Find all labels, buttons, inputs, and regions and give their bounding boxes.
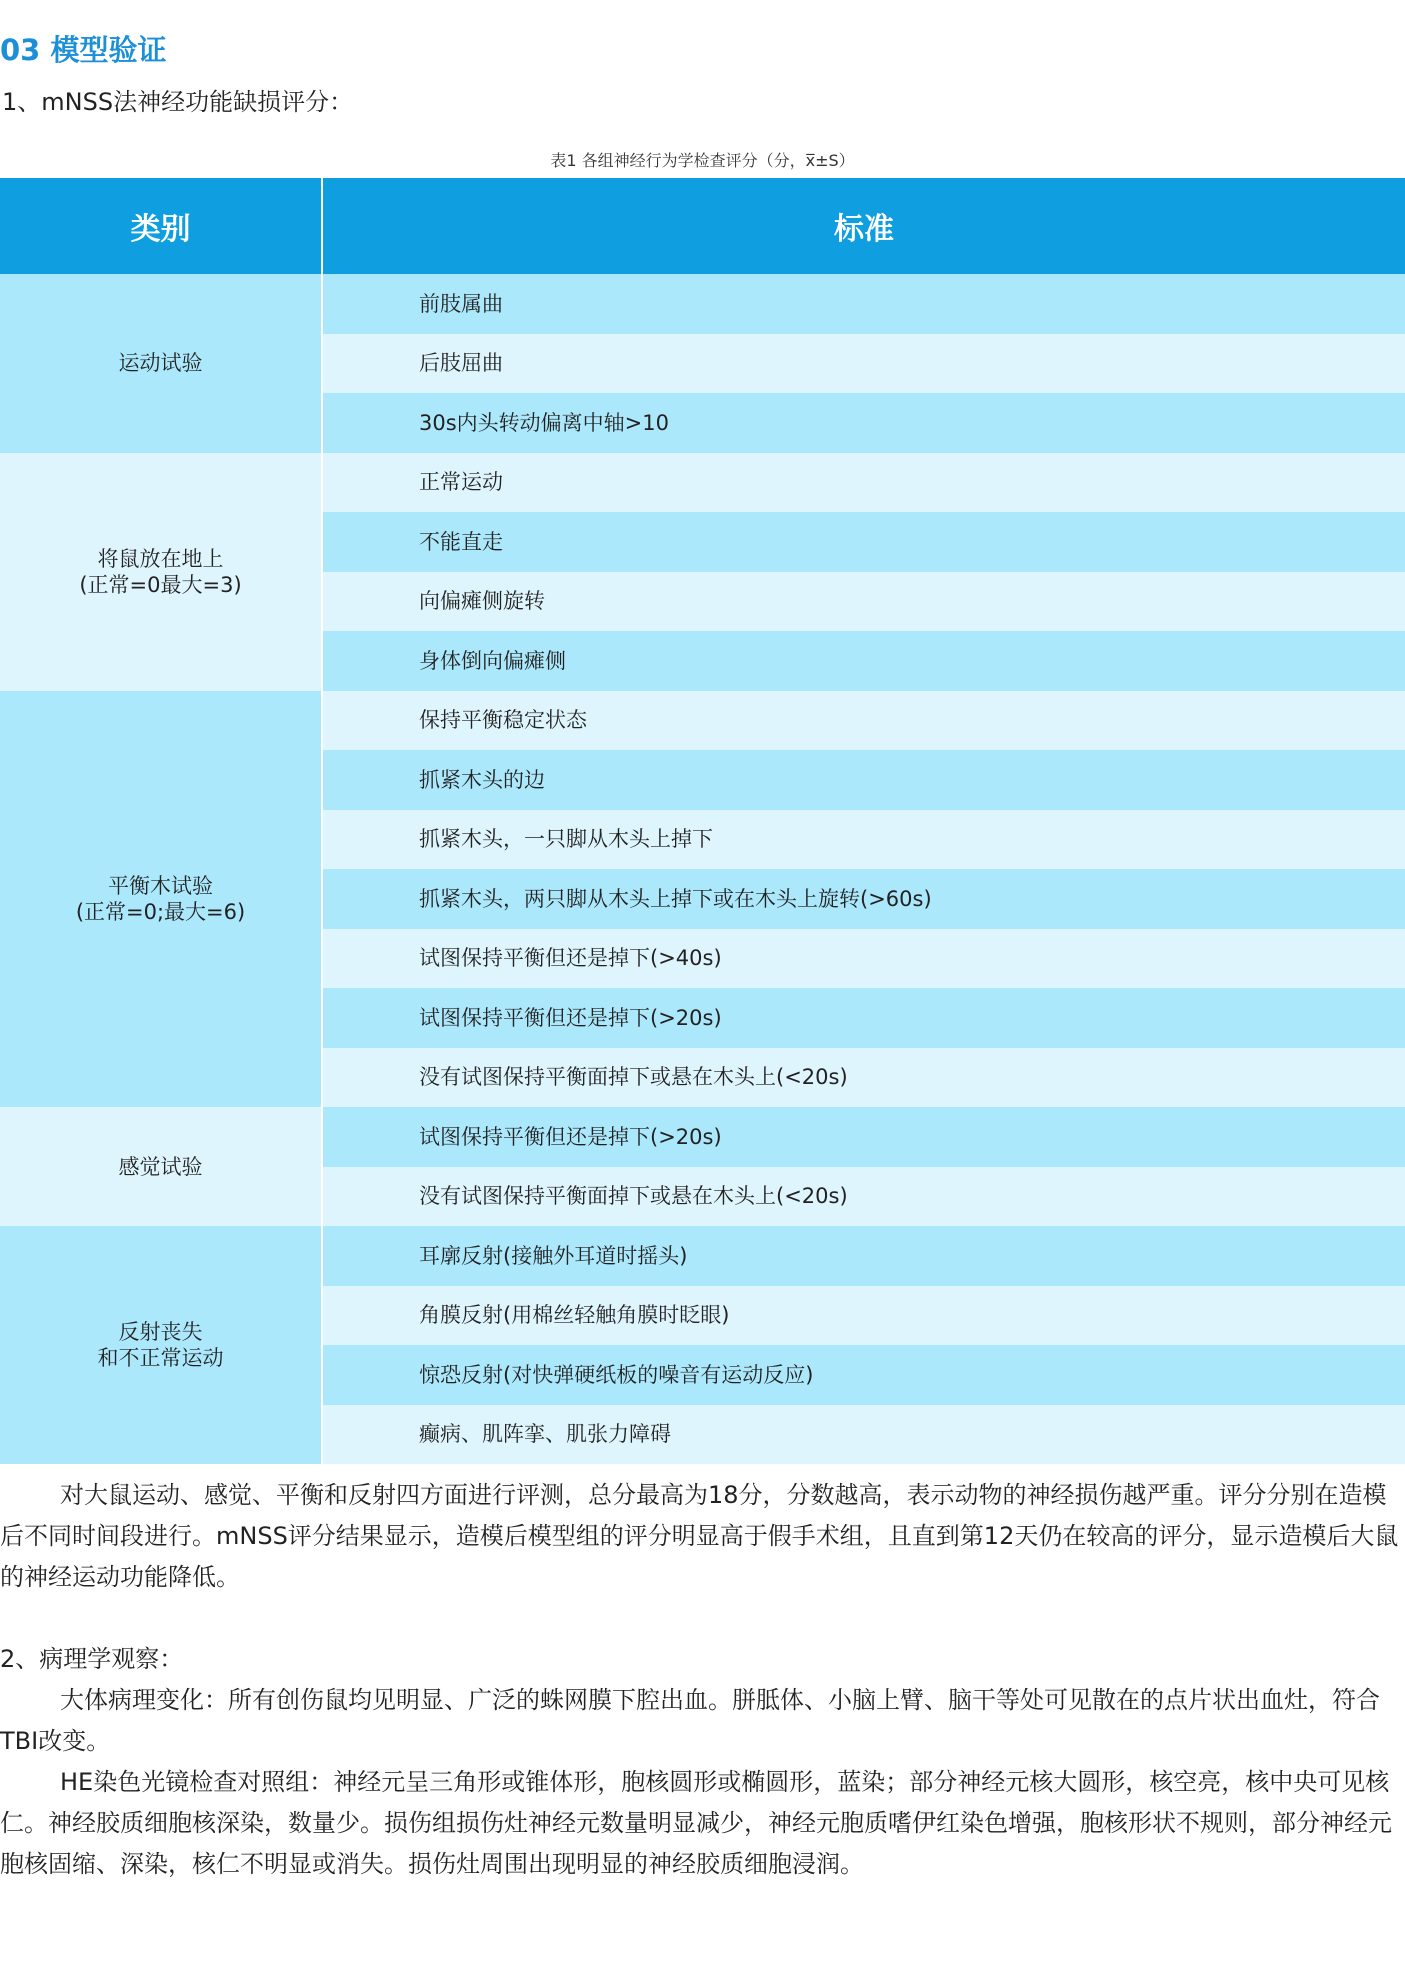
category-label: (正常=0;最大=6) [75,899,246,924]
standard-cell: 正常运动 [322,453,1405,513]
body-text [0,1475,1405,1885]
section-title: 03 模型验证 [0,33,167,67]
standard-cell: 前肢属曲 [322,274,1405,334]
category-label: 反射丧失 [118,1320,203,1344]
column-header-standard: 标准 [322,178,1405,274]
standard-cell: 角膜反射(用棉丝轻触角膜时眨眼) [322,1286,1405,1346]
category-cell [0,453,322,691]
standard-cell: 向偏瘫侧旋转 [322,572,1405,632]
table-header-row [0,178,1405,274]
standard-cell: 抓紧木头的边 [322,750,1405,810]
standard-cell: 没有试图保持平衡面掉下或悬在木头上(<20s) [322,1167,1405,1227]
mnss-heading: 1、mNSS法神经功能缺损评分： [2,88,354,116]
gross-pathology-paragraph: 大体病理变化：所有创伤鼠均见明显、广泛的蛛网膜下腔出血。胼胝体、小脑上臂、脑干等处可见散在的点片状出血灶，符合TBI改变。 [0,1686,1380,1755]
category-label: 和不正常运动 [97,1346,224,1370]
category-cell [0,1226,322,1464]
pathology-heading: 2、病理学观察： [0,1645,184,1673]
standard-cell: 耳廓反射(接触外耳道时摇头) [322,1226,1405,1286]
standard-cell: 试图保持平衡但还是掉下(>20s) [322,1107,1405,1167]
table-row [0,691,1405,751]
category-cell [0,1107,322,1226]
category-label: 平衡木试验 [108,873,213,898]
standard-cell: 癫病、肌阵挛、肌张力障碍 [322,1405,1405,1465]
category-label: (正常=0最大=3) [79,572,242,597]
category-cell [0,274,322,453]
table-row [0,453,1405,513]
standard-cell: 不能直走 [322,512,1405,572]
table-row [0,1107,1405,1167]
mnss-table [0,178,1405,1464]
table-row [0,274,1405,334]
table-body [0,274,1405,1464]
he-staining-paragraph: HE染色光镜检查对照组：神经元呈三角形或锥体形，胞核圆形或椭圆形，蓝染；部分神经元核大圆形，核空亮，核中央可见核仁。神经胶质细胞核深染，数量少。损伤组损伤灶神经元数量明显减少，神经元胞质嗜伊红染色增强，胞核形状不规则，部分神经元胞核固缩、深染，核仁不明显或消失。损伤灶周围出现明显的神经胶质细胞浸润。 [0,1768,1392,1878]
standard-cell: 抓紧木头，两只脚从木头上掉下或在木头上旋转(>60s) [322,869,1405,929]
mnss-summary: 对大鼠运动、感觉、平衡和反射四方面进行评测，总分最高为18分，分数越高，表示动物的神经损伤越严重。评分分别在造模后不同时间段进行。mNSS评分结果显示，造模后模型组的评分明显高于假手术组，且直到第12天仍在较高的评分，显示造模后大鼠的神经运动功能降低。 [0,1481,1399,1591]
standard-cell: 惊恐反射(对快弹硬纸板的噪音有运动反应) [322,1345,1405,1405]
category-label: 运动试验 [118,351,203,376]
table-caption: 表1 各组神经行为学检查评分（分，x̅±S） [550,151,855,170]
category-label: 感觉试验 [118,1154,203,1179]
standard-cell: 保持平衡稳定状态 [322,691,1405,751]
standard-cell: 没有试图保持平衡面掉下或悬在木头上(<20s) [322,1048,1405,1108]
table-row [0,1226,1405,1286]
column-header-category: 类别 [0,178,322,274]
standard-cell: 试图保持平衡但还是掉下(>40s) [322,929,1405,989]
standard-cell: 抓紧木头，一只脚从木头上掉下 [322,810,1405,870]
standard-cell: 试图保持平衡但还是掉下(>20s) [322,988,1405,1048]
standard-cell: 身体倒向偏瘫侧 [322,631,1405,691]
standard-cell: 30s内头转动偏离中轴>10 [322,393,1405,453]
standard-cell: 后肢屈曲 [322,334,1405,394]
category-cell [0,691,322,1108]
category-label: 将鼠放在地上 [97,546,224,571]
